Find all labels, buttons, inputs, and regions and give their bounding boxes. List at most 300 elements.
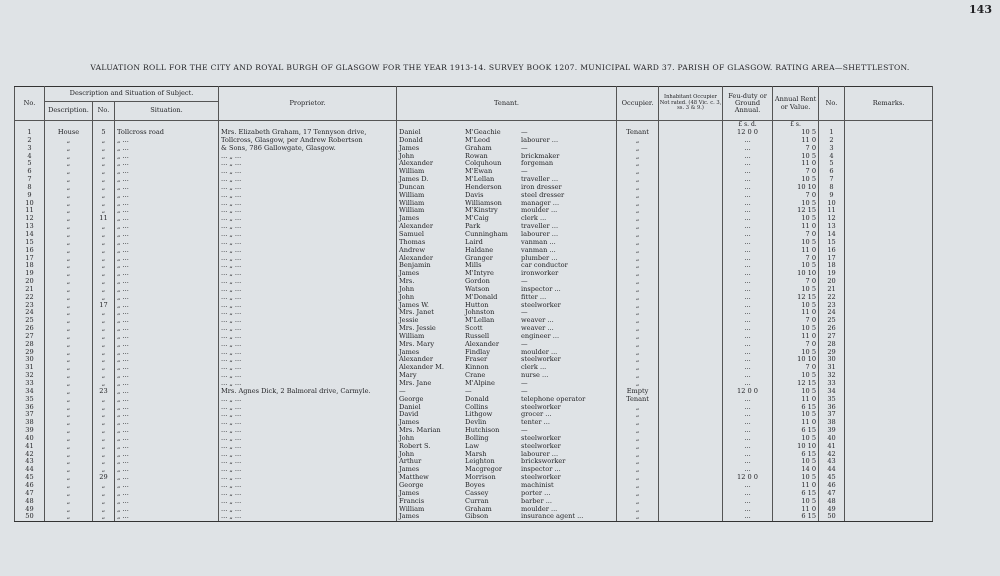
row-no: 1	[15, 129, 45, 137]
situation-cell: „ ...	[115, 302, 219, 310]
situation-cell: „ ...	[115, 419, 219, 427]
table-row	[15, 506, 933, 514]
occupier-cell: „	[617, 247, 659, 255]
table-row	[15, 435, 933, 443]
occupier-cell: „	[617, 309, 659, 317]
row-no: 47	[15, 490, 45, 498]
tenant-cell	[397, 341, 617, 349]
row-no-right: 19	[819, 270, 845, 278]
house-number-cell: „	[93, 168, 115, 176]
tenant-first-name: John	[399, 285, 415, 293]
inhabitant-cell	[659, 129, 723, 137]
proprietor-cell: Mrs. Elizabeth Graham, 17 Tennyson drive,	[219, 129, 397, 137]
tenant-first-name: John	[399, 293, 415, 301]
house-number-cell: „	[93, 184, 115, 192]
feu-cell: ...	[723, 458, 773, 466]
tenant-cell	[397, 168, 617, 176]
tenant-surname: Fraser	[465, 356, 488, 364]
situation-cell: „ ...	[115, 333, 219, 341]
tenant-first-name: William	[399, 168, 425, 176]
table-row	[15, 482, 933, 490]
tenant-occupation: traveller ...	[521, 223, 559, 231]
occupier-cell: „	[617, 349, 659, 357]
tenant-cell	[397, 145, 617, 153]
tenant-occupation: steelworker	[521, 442, 561, 450]
occupier-cell: „	[617, 411, 659, 419]
situation-cell: „ ...	[115, 474, 219, 482]
tenant-surname: Lithgow	[465, 411, 493, 419]
tenant-surname: Rowan	[465, 152, 488, 160]
row-no-right: 38	[819, 419, 845, 427]
occupier-cell: „	[617, 513, 659, 521]
tenant-surname: Cassey	[465, 489, 489, 497]
occupier-cell: Empty	[617, 388, 659, 396]
tenant-occupation: telephone operator	[521, 395, 586, 403]
table-row	[15, 317, 933, 325]
inhabitant-cell	[659, 176, 723, 184]
tenant-first-name: James	[399, 419, 420, 427]
inhabitant-cell	[659, 223, 723, 231]
occupier-cell: „	[617, 419, 659, 427]
row-no: 2	[15, 137, 45, 145]
description-cell: „	[45, 356, 93, 364]
tenant-first-name: James W.	[399, 301, 429, 309]
description-cell: „	[45, 458, 93, 466]
table-row	[15, 270, 933, 278]
row-no: 34	[15, 388, 45, 396]
description-cell: „	[45, 490, 93, 498]
row-no: 17	[15, 255, 45, 263]
feu-cell: ...	[723, 325, 773, 333]
feu-cell: 12 0 0	[723, 474, 773, 482]
table-row	[15, 490, 933, 498]
rent-cell: 6 15	[773, 404, 819, 412]
tenant-first-name: Alexander	[399, 356, 433, 364]
row-no: 27	[15, 333, 45, 341]
tenant-occupation: moulder ...	[521, 207, 558, 215]
tenant-surname: Law	[465, 442, 479, 450]
tenant-first-name: Thomas	[399, 238, 426, 246]
tenant-occupation: steelworker	[521, 474, 561, 482]
row-no-right: 37	[819, 411, 845, 419]
feu-cell: ...	[723, 435, 773, 443]
house-number-cell: „	[93, 160, 115, 168]
feu-cell: ...	[723, 176, 773, 184]
tenant-surname: Graham	[465, 144, 492, 152]
remarks-cell	[845, 333, 933, 341]
proprietor-cell: ... „ ...	[219, 443, 397, 451]
proprietor-cell: ... „ ...	[219, 200, 397, 208]
inhabitant-cell	[659, 349, 723, 357]
description-cell: „	[45, 215, 93, 223]
occupier-cell: „	[617, 255, 659, 263]
situation-cell: „ ...	[115, 255, 219, 263]
occupier-cell: „	[617, 435, 659, 443]
tenant-first-name: Robert S.	[399, 442, 431, 450]
feu-cell: ...	[723, 145, 773, 153]
row-no-right: 29	[819, 349, 845, 357]
row-no: 21	[15, 286, 45, 294]
remarks-cell	[845, 435, 933, 443]
occupier-cell: „	[617, 317, 659, 325]
rent-cell: 10 5	[773, 215, 819, 223]
tenant-first-name: Mary	[399, 372, 417, 380]
tenant-first-name: Mrs. Jessie	[399, 325, 436, 333]
rent-cell: 10 5	[773, 325, 819, 333]
proprietor-cell: ... „ ...	[219, 231, 397, 239]
house-number-cell: „	[93, 200, 115, 208]
row-no: 44	[15, 466, 45, 474]
situation-cell: „ ...	[115, 349, 219, 357]
proprietor-cell: ... „ ...	[219, 294, 397, 302]
table-row	[15, 200, 933, 208]
table-row	[15, 498, 933, 506]
tenant-cell	[397, 490, 617, 498]
situation-cell: „ ...	[115, 427, 219, 435]
feu-cell: ...	[723, 513, 773, 521]
proprietor-cell: ... „ ...	[219, 207, 397, 215]
tenant-cell	[397, 160, 617, 168]
description-cell: „	[45, 404, 93, 412]
feu-cell: ...	[723, 255, 773, 263]
inhabitant-cell	[659, 466, 723, 474]
proprietor-cell: ... „ ...	[219, 506, 397, 514]
tenant-cell	[397, 466, 617, 474]
table-row	[15, 192, 933, 200]
proprietor-cell: ... „ ...	[219, 498, 397, 506]
description-cell: „	[45, 207, 93, 215]
inhabitant-cell	[659, 435, 723, 443]
proprietor-cell: ... „ ...	[219, 192, 397, 200]
feu-cell: ...	[723, 490, 773, 498]
tenant-first-name: James	[399, 513, 420, 521]
tenant-surname: Kinnon	[465, 364, 489, 372]
rent-cell: 10 5	[773, 153, 819, 161]
feu-cell: ...	[723, 309, 773, 317]
remarks-cell	[845, 153, 933, 161]
house-number-cell: „	[93, 262, 115, 270]
row-no-right: 36	[819, 404, 845, 412]
remarks-cell	[845, 325, 933, 333]
inhabitant-cell	[659, 231, 723, 239]
remarks-cell	[845, 176, 933, 184]
remarks-cell	[845, 278, 933, 286]
tenant-occupation: forgeman	[521, 160, 554, 168]
tenant-cell	[397, 506, 617, 514]
row-no-right: 1	[819, 129, 845, 137]
occupier-cell: „	[617, 443, 659, 451]
table-row	[15, 419, 933, 427]
tenant-occupation: —	[521, 427, 528, 435]
row-no-right: 47	[819, 490, 845, 498]
rent-cell: 11 0	[773, 506, 819, 514]
remarks-cell	[845, 168, 933, 176]
tenant-cell	[397, 482, 617, 490]
table-row	[15, 333, 933, 341]
situation-cell: „ ...	[115, 325, 219, 333]
row-no: 14	[15, 231, 45, 239]
tenant-surname: Bolling	[465, 434, 489, 442]
remarks-cell	[845, 372, 933, 380]
inhabitant-cell	[659, 262, 723, 270]
situation-cell: „ ...	[115, 247, 219, 255]
remarks-cell	[845, 388, 933, 396]
occupier-cell: „	[617, 145, 659, 153]
situation-cell: „ ...	[115, 192, 219, 200]
tenant-cell	[397, 356, 617, 364]
occupier-cell: „	[617, 466, 659, 474]
row-no: 4	[15, 153, 45, 161]
row-no: 7	[15, 176, 45, 184]
proprietor-cell: ... „ ...	[219, 482, 397, 490]
feu-cell: 12 0 0	[723, 388, 773, 396]
feu-cell: ...	[723, 239, 773, 247]
tenant-surname: Macgregor	[465, 466, 503, 474]
tenant-occupation: —	[521, 278, 528, 286]
inhabitant-cell	[659, 247, 723, 255]
row-no: 10	[15, 200, 45, 208]
row-no-right: 31	[819, 364, 845, 372]
tenant-first-name: John	[399, 434, 415, 442]
tenant-cell	[397, 474, 617, 482]
house-number-cell: „	[93, 176, 115, 184]
tenant-surname: Colquhoun	[465, 160, 502, 168]
remarks-cell	[845, 341, 933, 349]
tenant-surname: M'Donald	[465, 293, 498, 301]
feu-cell: ...	[723, 137, 773, 145]
situation-cell: „ ...	[115, 411, 219, 419]
inhabitant-cell	[659, 341, 723, 349]
row-no: 22	[15, 294, 45, 302]
situation-cell: „ ...	[115, 207, 219, 215]
tenant-surname: Curran	[465, 497, 489, 505]
tenant-occupation: —	[521, 309, 528, 317]
tenant-first-name: Mrs. Jane	[399, 380, 432, 387]
row-no-right: 6	[819, 168, 845, 176]
description-cell: „	[45, 498, 93, 506]
remarks-cell	[845, 223, 933, 231]
proprietor-cell: ... „ ...	[219, 427, 397, 435]
row-no: 15	[15, 239, 45, 247]
inhabitant-cell	[659, 278, 723, 286]
row-no: 39	[15, 427, 45, 435]
tenant-cell	[397, 498, 617, 506]
feu-cell: 12 0 0	[723, 129, 773, 137]
tenant-surname: Morrison	[465, 474, 496, 482]
tenant-cell	[397, 309, 617, 317]
situation-cell: „ ...	[115, 396, 219, 404]
tenant-first-name: James	[399, 215, 420, 223]
remarks-cell	[845, 513, 933, 521]
row-no-right: 25	[819, 317, 845, 325]
tenant-cell	[397, 404, 617, 412]
row-no-right: 40	[819, 435, 845, 443]
rent-cell: 12 15	[773, 207, 819, 215]
table-row	[15, 231, 933, 239]
table-row	[15, 137, 933, 145]
proprietor-cell: ... „ ...	[219, 396, 397, 404]
description-cell: „	[45, 372, 93, 380]
row-no: 19	[15, 270, 45, 278]
tenant-surname: Cunningham	[465, 230, 508, 238]
tenant-cell	[397, 364, 617, 372]
units-row	[15, 121, 933, 130]
rent-cell: 11 0	[773, 419, 819, 427]
table-row	[15, 474, 933, 482]
inhabitant-cell	[659, 168, 723, 176]
description-cell: „	[45, 506, 93, 514]
feu-cell: ...	[723, 451, 773, 459]
proprietor-cell: ... „ ...	[219, 160, 397, 168]
description-cell: „	[45, 309, 93, 317]
proprietor-cell: Tollcross, Glasgow, per Andrew Robertson	[219, 137, 397, 145]
row-no-right: 48	[819, 498, 845, 506]
description-cell: „	[45, 176, 93, 184]
situation-cell: „ ...	[115, 451, 219, 459]
occupier-cell: „	[617, 223, 659, 231]
description-cell: „	[45, 262, 93, 270]
house-number-cell: „	[93, 223, 115, 231]
house-number-cell: „	[93, 411, 115, 419]
rent-cell: 7 0	[773, 278, 819, 286]
rent-cell: 7 0	[773, 255, 819, 263]
inhabitant-cell	[659, 255, 723, 263]
table-row	[15, 325, 933, 333]
remarks-cell	[845, 129, 933, 137]
tenant-cell	[397, 239, 617, 247]
remarks-cell	[845, 200, 933, 208]
tenant-surname: Mills	[465, 262, 482, 270]
occupier-cell: „	[617, 333, 659, 341]
row-no: 5	[15, 160, 45, 168]
tenant-occupation: inspector ...	[521, 285, 561, 293]
house-number-cell: „	[93, 466, 115, 474]
remarks-cell	[845, 231, 933, 239]
remarks-cell	[845, 404, 933, 412]
house-number-cell: „	[93, 451, 115, 459]
row-no-right: 4	[819, 153, 845, 161]
inhabitant-cell	[659, 364, 723, 372]
feu-cell: ...	[723, 443, 773, 451]
house-number-cell: „	[93, 427, 115, 435]
tenant-occupation: engineer ...	[521, 332, 560, 340]
feu-cell: ...	[723, 356, 773, 364]
tenant-occupation: nurse ...	[521, 372, 549, 380]
house-number-cell: „	[93, 231, 115, 239]
proprietor-cell: ... „ ...	[219, 411, 397, 419]
feu-cell: ...	[723, 427, 773, 435]
remarks-cell	[845, 255, 933, 263]
house-number-cell: „	[93, 278, 115, 286]
table-row	[15, 223, 933, 231]
proprietor-cell: ... „ ...	[219, 239, 397, 247]
tenant-first-name: William	[399, 199, 425, 207]
feu-cell: ...	[723, 317, 773, 325]
inhabitant-cell	[659, 356, 723, 364]
proprietor-cell: ... „ ...	[219, 270, 397, 278]
proprietor-cell: & Sons, 786 Gallowgate, Glasgow.	[219, 145, 397, 153]
tenant-surname: Gibson	[465, 513, 489, 521]
tenant-surname: Williamson	[465, 199, 502, 207]
house-number-cell: „	[93, 341, 115, 349]
remarks-cell	[845, 286, 933, 294]
table-row	[15, 309, 933, 317]
rent-cell: 7 0	[773, 341, 819, 349]
house-number-cell: „	[93, 153, 115, 161]
occupier-cell: Tenant	[617, 396, 659, 404]
house-number-cell: „	[93, 482, 115, 490]
tenant-occupation: brickmaker	[521, 152, 560, 160]
proprietor-cell: ... „ ...	[219, 168, 397, 176]
occupier-cell: „	[617, 294, 659, 302]
rent-units: £ s.	[773, 121, 819, 130]
tenant-occupation: steelworker	[521, 356, 561, 364]
rent-cell: 10 5	[773, 372, 819, 380]
proprietor-cell: ... „ ...	[219, 286, 397, 294]
proprietor-cell: ... „ ...	[219, 153, 397, 161]
description-cell: „	[45, 341, 93, 349]
row-no-right: 42	[819, 451, 845, 459]
inhabitant-cell	[659, 498, 723, 506]
rent-cell: 6 15	[773, 451, 819, 459]
occupier-cell: „	[617, 270, 659, 278]
tenant-occupation: —	[521, 387, 528, 395]
row-no: 12	[15, 215, 45, 223]
row-no: 46	[15, 482, 45, 490]
inhabitant-cell	[659, 160, 723, 168]
remarks-cell	[845, 145, 933, 153]
tenant-surname: M'Leod	[465, 136, 491, 144]
row-no: 45	[15, 474, 45, 482]
rent-cell: 11 0	[773, 223, 819, 231]
situation-cell: „ ...	[115, 506, 219, 514]
tenant-surname: M'Alpine	[465, 380, 495, 387]
occupier-cell: „	[617, 341, 659, 349]
tenant-first-name: William	[399, 505, 425, 513]
feu-cell: ...	[723, 262, 773, 270]
inhabitant-cell	[659, 309, 723, 317]
house-number-cell: „	[93, 490, 115, 498]
row-no-right: 13	[819, 223, 845, 231]
table-row	[15, 262, 933, 270]
tenant-first-name: Mrs.	[399, 278, 415, 286]
description-cell: „	[45, 168, 93, 176]
occupier-cell: „	[617, 278, 659, 286]
row-no-right: 7	[819, 176, 845, 184]
tenant-first-name: Francis	[399, 497, 425, 505]
feu-cell: ...	[723, 482, 773, 490]
tenant-surname: —	[465, 387, 472, 395]
row-no-right: 9	[819, 192, 845, 200]
situation-cell: „ ...	[115, 498, 219, 506]
inhabitant-cell	[659, 239, 723, 247]
row-no-right: 32	[819, 372, 845, 380]
table-row	[15, 176, 933, 184]
tenant-first-name: James	[399, 348, 420, 356]
table-row	[15, 411, 933, 419]
house-number-cell: „	[93, 145, 115, 153]
rent-cell: 10 5	[773, 458, 819, 466]
rent-cell: 6 15	[773, 490, 819, 498]
proprietor-cell: ... „ ...	[219, 262, 397, 270]
inhabitant-cell	[659, 458, 723, 466]
tenant-surname: M'Ewan	[465, 168, 493, 176]
feu-cell: ...	[723, 223, 773, 231]
tenant-first-name: Samuel	[399, 230, 424, 238]
feu-cell: ...	[723, 192, 773, 200]
table-row	[15, 404, 933, 412]
description-cell: „	[45, 145, 93, 153]
